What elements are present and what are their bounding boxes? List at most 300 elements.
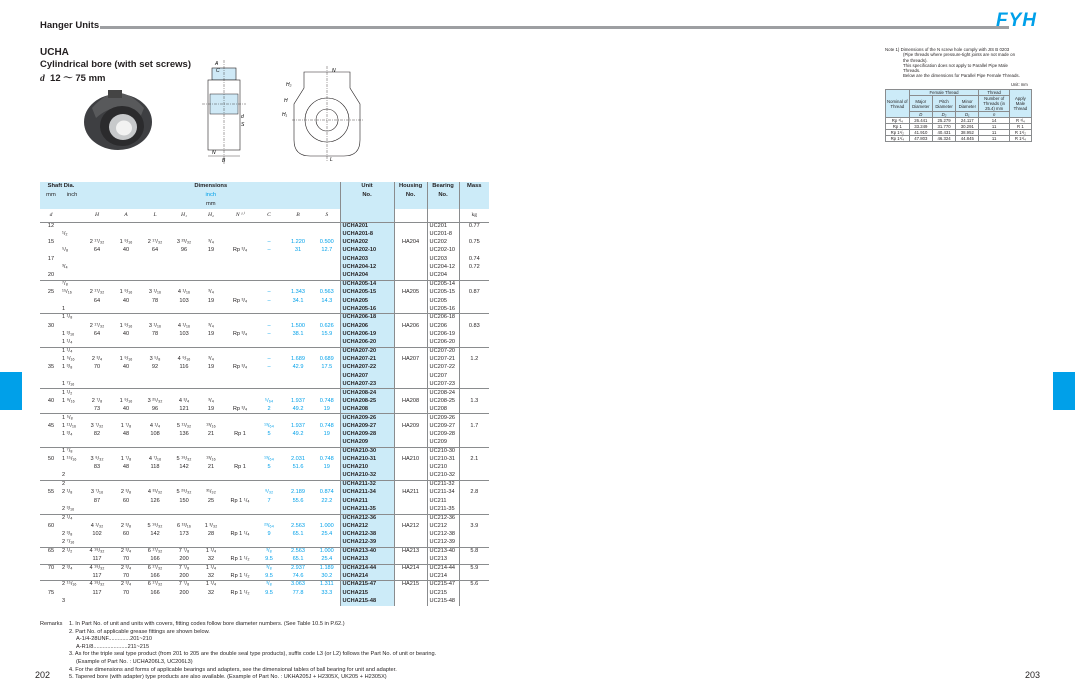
table-cell: 1.7: [459, 422, 489, 430]
table-cell: HA209: [394, 422, 427, 430]
table-cell: HA206: [394, 322, 427, 330]
table-cell: 2 ¹⁵/₁₆: [62, 581, 82, 589]
table-cell: 2 ⁷/₁₆: [62, 539, 75, 546]
table-cell: [282, 597, 314, 605]
table-cell: UCHA215: [340, 589, 394, 597]
table-row: [40, 372, 489, 380]
table-cell: [256, 414, 282, 422]
table-row: [40, 522, 489, 530]
table-cell: 2.563: [291, 522, 306, 529]
table-cell: [170, 339, 198, 347]
table-cell: [314, 389, 340, 397]
table-cell: [282, 447, 314, 455]
table-cell: [62, 572, 82, 580]
left-thumb-tab: [0, 372, 22, 410]
table-cell: [224, 439, 256, 447]
table-cell: 70: [40, 564, 62, 572]
table-cell: [459, 339, 489, 347]
table-cell: [459, 330, 489, 338]
table-cell: [198, 447, 224, 455]
table-cell: 2 ³/₄: [112, 581, 140, 589]
table-cell: [314, 280, 340, 288]
table-row: [40, 239, 489, 247]
table-cell: [314, 314, 340, 322]
table-cell: UCHA201: [340, 222, 394, 230]
table-cell: UC215-48: [427, 597, 459, 605]
table-row: [40, 247, 489, 255]
table-cell: [170, 414, 198, 422]
table-row: [40, 406, 489, 414]
table-cell: 2: [62, 481, 82, 489]
table-cell: 117: [92, 555, 102, 562]
table-cell: [40, 314, 62, 322]
table-row: [40, 381, 489, 389]
table-cell: 2 ³/₁₆: [62, 505, 75, 512]
table-cell: [256, 230, 282, 238]
table-cell: 0.748: [319, 397, 334, 404]
table-cell: [82, 272, 112, 280]
table-head-row1: Shaft Dia. Dimensions Unit Housing Bearing Mass: [40, 182, 489, 191]
table-cell: 3 ⁵/₈: [149, 355, 161, 362]
table-cell: UCHA209-26: [340, 414, 394, 422]
table-cell: UC212: [427, 522, 459, 530]
table-cell: [224, 422, 256, 430]
table-cell: UC212-38: [427, 531, 459, 539]
table-cell: 3 ²³/₃₂: [176, 239, 192, 246]
table-cell: HA207: [394, 356, 427, 364]
table-cell: 48: [122, 464, 130, 471]
table-cell: 3: [62, 597, 66, 604]
table-cell: [82, 506, 112, 514]
table-cell: [282, 439, 314, 447]
table-row: [40, 581, 489, 589]
table-cell: 5 ¹¹/₃₂: [176, 422, 192, 429]
table-cell: [394, 464, 427, 472]
table-cell: [394, 506, 427, 514]
table-cell: ¹/₂: [62, 230, 68, 237]
table-cell: Rp 1 ¹/₂: [230, 555, 250, 562]
front-view-drawing: [282, 66, 372, 162]
table-cell: 14.3: [321, 297, 333, 304]
table-cell: UC204-12: [427, 264, 459, 272]
table-cell: [140, 506, 170, 514]
table-cell: 4 ¹/₃₂: [90, 522, 104, 529]
table-cell: 1 ¹/₄: [198, 581, 224, 589]
table-cell: 34.1: [292, 297, 304, 304]
table-cell: –: [267, 355, 271, 362]
table-cell: 2 ³/₈: [120, 489, 132, 496]
table-cell: 1 ¹/₄: [62, 347, 82, 355]
table-cell: [224, 522, 256, 530]
table-cell: 0.626: [319, 322, 334, 329]
table-cell: 166: [150, 572, 160, 579]
table-cell: UCHA214-44: [340, 564, 394, 572]
table-cell: [112, 481, 140, 489]
table-cell: 4 ¹/₁₆: [177, 289, 191, 296]
table-cell: 166: [150, 555, 160, 562]
table-cell: 0.874: [319, 489, 334, 496]
table-row: [40, 572, 489, 580]
table-cell: UC206-20: [427, 339, 459, 347]
table-cell: [394, 497, 427, 505]
table-cell: [282, 314, 314, 322]
table-cell: [40, 439, 62, 447]
product-photo: [78, 78, 158, 158]
table-cell: 3 ⁷/₃₂: [90, 422, 104, 429]
table-cell: 2 ³/₈: [120, 522, 132, 529]
table-cell: [140, 597, 170, 605]
table-cell: [256, 264, 282, 272]
table-cell: [282, 506, 314, 514]
table-cell: [40, 481, 62, 489]
label-b: B: [222, 158, 226, 164]
table-cell: [459, 556, 489, 564]
table-cell: UCHA206-18: [340, 314, 394, 322]
thread-unit: Unit: mm: [1011, 82, 1028, 87]
table-cell: [112, 314, 140, 322]
table-cell: 64: [93, 297, 101, 304]
table-cell: 42.9: [292, 364, 304, 371]
table-cell: 5: [267, 431, 271, 438]
table-cell: [82, 439, 112, 447]
table-cell: [459, 247, 489, 255]
table-cell: 30.2: [321, 572, 333, 579]
table-cell: [282, 230, 314, 238]
table-cell: [394, 414, 427, 422]
table-cell: 70: [122, 572, 130, 579]
table-cell: [314, 447, 340, 455]
table-cell: 136: [179, 431, 189, 438]
table-row: [40, 314, 489, 322]
table-cell: [394, 230, 427, 238]
table-cell: [170, 597, 198, 605]
table-cell: UC205-15: [427, 289, 459, 297]
table-cell: [314, 514, 340, 522]
label-h: H: [284, 98, 288, 104]
table-cell: UCHA209: [340, 439, 394, 447]
table-cell: UCHA209-28: [340, 431, 394, 439]
table-cell: [394, 514, 427, 522]
table-cell: [112, 280, 140, 288]
table-cell: [40, 280, 62, 288]
table-row: [40, 481, 489, 489]
table-cell: [40, 472, 62, 480]
table-cell: [62, 556, 82, 564]
table-cell: [140, 272, 170, 280]
table-cell: 21: [207, 464, 215, 471]
table-cell: ³/₈: [256, 581, 282, 589]
table-cell: 20: [47, 272, 55, 279]
table-cell: [40, 447, 62, 455]
table-cell: [198, 514, 224, 522]
table-cell: [224, 255, 256, 263]
table-row: [40, 447, 489, 455]
table-cell: [282, 347, 314, 355]
table-cell: 19: [207, 405, 215, 412]
table-cell: 65.1: [292, 531, 304, 538]
table-cell: [40, 431, 62, 439]
table-cell: 87: [93, 497, 101, 504]
table-cell: UCHA203: [340, 255, 394, 263]
table-cell: [224, 305, 256, 313]
table-cell: [314, 506, 340, 514]
table-cell: UCHA211-32: [340, 481, 394, 489]
table-cell: 5.8: [459, 547, 489, 555]
table-cell: [82, 539, 112, 547]
table-row: [40, 339, 489, 347]
table-cell: [256, 472, 282, 480]
table-cell: 2 ¹⁷/₃₂: [89, 289, 105, 296]
table-cell: [170, 372, 198, 380]
table-cell: [394, 472, 427, 480]
table-cell: [459, 439, 489, 447]
table-cell: ³/₄: [208, 397, 214, 404]
table-cell: [314, 481, 340, 489]
label-l: L: [330, 157, 333, 162]
table-cell: [140, 514, 170, 522]
table-cell: UC203: [427, 255, 459, 263]
table-cell: [140, 280, 170, 288]
table-cell: 96: [180, 247, 188, 254]
table-cell: 200: [179, 555, 189, 562]
table-cell: ¹⁵/₁₆: [62, 289, 72, 296]
table-cell: 3 ¹/₁₆: [148, 322, 162, 329]
table-cell: [282, 272, 314, 280]
table-cell: [224, 372, 256, 380]
table-cell: 0.500: [319, 239, 334, 246]
table-cell: [314, 272, 340, 280]
table-cell: 1 ¹/₂: [62, 389, 82, 397]
table-row: [40, 589, 489, 597]
table-cell: UCHA215-47: [340, 581, 394, 589]
table-cell: [112, 414, 140, 422]
table-cell: 7 ⁷/₈: [170, 564, 198, 572]
table-cell: [459, 531, 489, 539]
table-cell: 64: [93, 247, 101, 254]
label-d: d: [241, 114, 244, 120]
table-cell: [224, 381, 256, 389]
table-cell: 19: [323, 405, 330, 412]
table-cell: [459, 372, 489, 380]
table-cell: [140, 305, 170, 313]
label-s: S: [241, 122, 245, 128]
table-cell: 0.74: [459, 255, 489, 263]
table-cell: [62, 464, 82, 472]
table-cell: UCHA208-25: [340, 397, 394, 405]
table-cell: HA212: [394, 522, 427, 530]
table-cell: [140, 472, 170, 480]
table-cell: [82, 339, 112, 347]
table-cell: [224, 597, 256, 605]
table-cell: [170, 280, 198, 288]
thread-note: Note 1) Dimensions of the N screw hole comply with JIS B 0203 (Pipe threads where pressure-tight joints are not made on the threads). This specification does not apply to Parallel Pipe Male Threads. Below are the dimensions for Parallel Pipe Female Threads.: [885, 47, 1020, 79]
table-cell: 142: [150, 531, 160, 538]
table-cell: [282, 539, 314, 547]
table-cell: 6 ¹⁷/₃₂: [140, 581, 170, 589]
table-cell: [170, 514, 198, 522]
table-cell: [394, 222, 427, 230]
table-cell: 77.8: [292, 589, 304, 596]
table-cell: UC210: [427, 464, 459, 472]
table-cell: [112, 447, 140, 455]
table-cell: –: [267, 239, 271, 246]
table-cell: UC215-47: [427, 581, 459, 589]
table-cell: [459, 481, 489, 489]
table-cell: [256, 514, 282, 522]
table-cell: [82, 347, 112, 355]
table-cell: [459, 506, 489, 514]
table-row: [40, 556, 489, 564]
table-cell: [140, 347, 170, 355]
table-cell: 0.75: [459, 239, 489, 247]
table-cell: [140, 314, 170, 322]
table-cell: [198, 597, 224, 605]
table-cell: 0.748: [319, 456, 334, 463]
table-row: [40, 506, 489, 514]
page-number-right: 203: [1024, 670, 1040, 680]
table-cell: 92: [151, 364, 159, 371]
table-cell: –: [267, 364, 271, 371]
table-cell: ⁷/₈: [62, 280, 82, 288]
table-cell: 1 ⁹/₁₆: [119, 239, 133, 246]
table-cell: UC208: [427, 406, 459, 414]
table-cell: [282, 472, 314, 480]
table-cell: 5.6: [459, 581, 489, 589]
table-cell: [198, 414, 224, 422]
table-cell: [314, 264, 340, 272]
table-cell: ³/₈: [256, 547, 282, 555]
table-cell: [282, 514, 314, 522]
table-cell: HA214: [394, 564, 427, 572]
table-cell: [198, 389, 224, 397]
table-cell: [112, 272, 140, 280]
table-cell: [459, 589, 489, 597]
table-cell: ³/₄: [208, 322, 214, 329]
table-cell: [394, 439, 427, 447]
table-cell: 83: [93, 464, 101, 471]
table-cell: [314, 230, 340, 238]
table-cell: UC213-40: [427, 547, 459, 555]
table-cell: 3 ²⁵/₃₂: [147, 397, 163, 404]
table-cell: 19: [207, 330, 215, 337]
table-cell: [282, 414, 314, 422]
table-cell: [394, 389, 427, 397]
table-cell: [314, 597, 340, 605]
table-cell: HA211: [394, 489, 427, 497]
table-cell: 55.6: [292, 497, 304, 504]
table-cell: 1: [62, 305, 66, 312]
right-thumb-tab: [1053, 372, 1075, 410]
table-cell: [394, 272, 427, 280]
table-cell: [459, 389, 489, 397]
table-cell: [170, 255, 198, 263]
table-cell: 1.689: [291, 355, 306, 362]
side-view-drawing: [198, 60, 250, 164]
table-cell: UC214: [427, 572, 459, 580]
table-row: [40, 264, 489, 272]
table-cell: 1.000: [314, 547, 340, 555]
table-cell: [198, 372, 224, 380]
table-cell: 1 ⁷/₈: [120, 456, 132, 463]
table-cell: 25.4: [321, 555, 333, 562]
table-cell: 1.937: [291, 422, 306, 429]
table-cell: UC205-16: [427, 305, 459, 313]
table-cell: [224, 514, 256, 522]
table-cell: UCHA207-21: [340, 356, 394, 364]
table-cell: [224, 539, 256, 547]
table-cell: 7 ⁷/₈: [170, 547, 198, 555]
table-cell: 45: [47, 422, 55, 429]
table-cell: [282, 381, 314, 389]
table-cell: 1.3: [459, 397, 489, 405]
table-cell: 15.9: [321, 330, 333, 337]
table-cell: [140, 447, 170, 455]
header-rule: [100, 26, 1009, 29]
table-cell: [82, 222, 112, 230]
table-cell: HA210: [394, 456, 427, 464]
table-cell: UC206-19: [427, 330, 459, 338]
table-cell: [82, 389, 112, 397]
label-n: N: [212, 150, 216, 156]
table-cell: [224, 230, 256, 238]
table-cell: UC202-10: [427, 247, 459, 255]
table-cell: UC202: [427, 239, 459, 247]
table-cell: [282, 372, 314, 380]
table-cell: 118: [150, 464, 160, 471]
table-cell: 1 ⁵/₈: [62, 414, 82, 422]
table-cell: 19: [323, 431, 330, 438]
table-cell: 2 ¹/₄: [62, 514, 82, 522]
table-cell: [256, 272, 282, 280]
table-cell: [112, 255, 140, 263]
table-cell: [170, 314, 198, 322]
table-cell: 25: [207, 497, 215, 504]
table-cell: 4 ¹⁹/₃₂: [82, 581, 112, 589]
table-cell: 1 ¹/₈: [62, 314, 82, 322]
table-cell: [140, 264, 170, 272]
table-cell: 40: [122, 364, 130, 371]
table-cell: UC211-32: [427, 481, 459, 489]
table-cell: [459, 597, 489, 605]
table-cell: [112, 506, 140, 514]
table-cell: 103: [179, 330, 189, 337]
table-cell: UCHA202: [340, 239, 394, 247]
table-cell: [314, 222, 340, 230]
table-cell: Rp 1 ¹/₂: [230, 572, 250, 579]
table-cell: [282, 255, 314, 263]
table-cell: [394, 364, 427, 372]
table-row: [40, 414, 489, 422]
table-cell: 1.2: [459, 356, 489, 364]
table-cell: ¹³/₆₄: [264, 422, 274, 429]
table-cell: [40, 264, 62, 272]
table-cell: 0.87: [459, 289, 489, 297]
table-cell: Rp 1 ¹/₄: [230, 497, 250, 504]
table-cell: –: [267, 322, 271, 329]
table-cell: UC207-20: [427, 347, 459, 355]
table-cell: 38.1: [292, 330, 304, 337]
table-cell: [40, 556, 62, 564]
table-cell: [112, 339, 140, 347]
table-cell: [256, 389, 282, 397]
table-cell: 1 ⁷/₈: [62, 447, 82, 455]
table-cell: [112, 264, 140, 272]
table-cell: [459, 297, 489, 305]
table-cell: UC210-31: [427, 456, 459, 464]
table-cell: 64: [93, 330, 101, 337]
table-cell: UC207-21: [427, 356, 459, 364]
table-cell: [170, 481, 198, 489]
